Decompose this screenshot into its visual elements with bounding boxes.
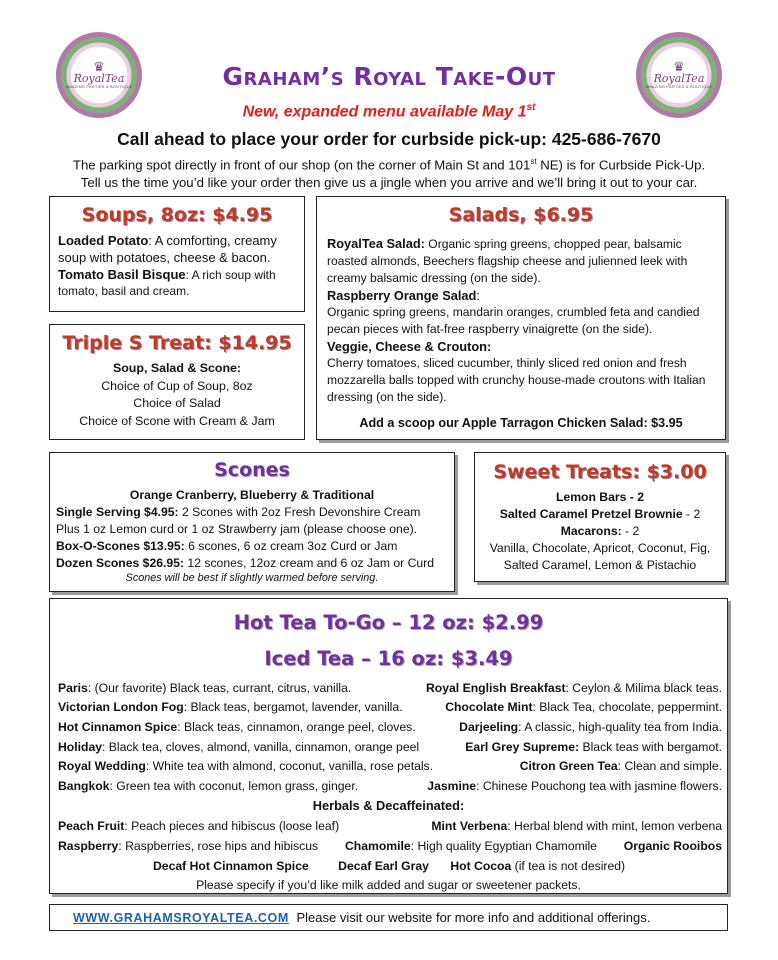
tea-item: Earl Grey Supreme: Black teas with bergamot. — [465, 740, 722, 754]
salad-item: Veggie, Cheese & Crouton: — [327, 339, 492, 354]
soups-box — [49, 196, 305, 312]
logo-text: RoyalTea — [653, 72, 705, 85]
tea-item: Royal Wedding: White tea with almond, coconut, vanilla, rose petals. — [58, 759, 434, 773]
sweet-item: Salted Caramel Pretzel Brownie - 2 — [499, 507, 701, 521]
tea-note: Please specify if you’d like milk added and sugar or sweetener packets. — [196, 878, 581, 892]
footer-text: Please visit our website for more info and additional offerings. — [296, 910, 651, 925]
parking-info: The parking spot directly in front of our shop (on the corner of Main St and 101st NE) is for Curbside Pick-Up. Tell us the time you’d like your order then give us a jingle when you arrive and we’ll bring it out to your car. — [72, 157, 706, 191]
sweet-item: Lemon Bars - 2 — [555, 490, 645, 504]
tea-item: Holiday: Black tea, cloves, almond, vanilla, cinnamon, orange peel — [58, 740, 420, 754]
triple-s-line: Soup, Salad & Scone: — [112, 361, 242, 375]
salad-addon: Add a scoop our Apple Tarragon Chicken Salad: $3.95 — [359, 416, 683, 430]
decaf-row: Decaf Hot Cinnamon Spice Decaf Earl Gray Hot Cocoa (if tea is not desired) — [153, 859, 626, 873]
macaron-flavors: Salted Caramel, Lemon & Pistachio — [503, 558, 697, 572]
tea-item: Paris: (Our favorite) Black teas, currant, citrus, vanilla. — [58, 681, 352, 695]
sweet-item: Macarons: - 2 — [560, 524, 640, 538]
tea-item: Bangkok: Green tea with coconut, lemon grass, ginger. — [58, 779, 359, 793]
scone-note: Scones will be best if slightly warmed before serving. — [125, 572, 379, 584]
salads-box — [316, 196, 726, 440]
tea-item: Peach Fruit: Peach pieces and hibiscus (loose leaf) — [58, 819, 340, 833]
soup-item: Loaded Potato: A comforting, creamy soup with potatoes, cheese & bacon. — [58, 233, 277, 265]
footer-box — [49, 904, 728, 931]
scone-option: Dozen Scones $26.95: 12 scones, 12oz cream and 6 oz Jam or Curd — [56, 556, 434, 570]
scone-option-detail: Plus 1 oz Lemon curd or 1 oz Strawberry jam (please choose one). — [56, 522, 418, 536]
tea-item: Darjeeling: A classic, high-quality tea from India. — [459, 720, 722, 734]
tea-row — [58, 740, 722, 754]
herbals-title: Herbals & Decaffeinated: — [312, 798, 465, 813]
salads-title: Salads, $6.95 — [448, 204, 594, 226]
scone-option: Single Serving $4.95: 2 Scones with 2oz Fresh Devonshire Cream — [56, 505, 421, 519]
tea-item: Hot Cinnamon Spice: Black teas, cinnamon, orange peel, cloves. — [58, 720, 416, 734]
scone-flavors: Orange Cranberry, Blueberry & Traditional — [129, 488, 375, 502]
tea-row — [58, 759, 722, 773]
logo-subtext: AMAZING PARTIES & BOUTIQUE — [65, 84, 133, 89]
triple-s-line: Choice of Salad — [133, 396, 221, 410]
tea-item: Victorian London Fog: Black teas, bergamot, lavender, vanilla. — [58, 700, 403, 714]
triple-s-line: Choice of Cup of Soup, 8oz — [101, 378, 253, 393]
triple-s-line: Choice of Scone with Cream & Jam — [79, 413, 275, 428]
tea-row — [58, 700, 722, 714]
scone-option: Box-O-Scones $13.95: 6 scones, 6 oz cream 3oz Curd or Jam — [56, 539, 398, 553]
menu-subtitle: New, expanded menu available May 1st — [242, 102, 536, 121]
herbal-row — [58, 819, 722, 833]
tea-item: Decaf Hot Cinnamon Spice — [153, 859, 309, 873]
triple-s-box — [49, 324, 305, 440]
triple-s-title: Triple S Treat: $14.95 — [62, 332, 292, 354]
tea-item: Organic Rooibos — [623, 839, 722, 853]
macaron-flavors: Vanilla, Chocolate, Apricot, Coconut, Fig, — [489, 541, 711, 555]
crown-icon: ♛ — [93, 59, 105, 74]
tea-item: Mint Verbena: Herbal blend with mint, lemon verbena — [431, 819, 722, 833]
logo-subtext: AMAZING PARTIES & BOUTIQUE — [645, 84, 713, 89]
page-title: Graham’s Royal Take-Out — [222, 62, 556, 91]
tea-row — [58, 779, 722, 793]
scones-box — [49, 452, 455, 592]
tea-item: Chocolate Mint: Black Tea, chocolate, peppermint. — [445, 700, 722, 714]
call-ahead-line: Call ahead to place your order for curbside pick-up: 425-686-7670 — [117, 129, 661, 149]
salad-item: RoyalTea Salad: Organic spring greens, chopped pear, balsamic roasted almonds, Beechers flagship cheese and julienned leek with creamy balsamic dressing (on the side). — [327, 236, 688, 285]
soup-item: Tomato Basil Bisque: A rich soup with tomato, basil and cream. — [58, 267, 276, 298]
salad-desc: Cherry tomatoes, sliced cucumber, thinly sliced red onion and fresh mozzarella balls topped with crunchy house-made croutons with Italian dressing (on the side). — [327, 356, 706, 404]
tea-item: Chamomile: High quality Egyptian Chamomile — [344, 839, 597, 853]
tea-item: Royal English Breakfast: Ceylon & Milima black teas. — [426, 681, 722, 695]
iced-tea-title: Iced Tea – 16 oz: $3.49 — [264, 647, 513, 670]
scones-title: Scones — [214, 459, 290, 481]
sweet-treats-box — [474, 452, 726, 582]
tea-item: Decaf Earl Gray — [338, 859, 429, 873]
tea-item: Citron Green Tea: Clean and simple. — [519, 759, 722, 773]
salad-item: Raspberry Orange Salad: — [327, 288, 480, 303]
tea-item: Hot Cocoa — [450, 859, 512, 873]
tea-item: Raspberry: Raspberries, rose hips and hibiscus — [58, 839, 319, 853]
herbal-row — [58, 839, 722, 853]
hot-tea-title: Hot Tea To-Go – 12 oz: $2.99 — [233, 611, 544, 634]
crown-icon: ♛ — [673, 59, 685, 74]
soups-title: Soups, 8oz: $4.95 — [81, 204, 273, 226]
logo-text: RoyalTea — [73, 72, 125, 85]
website-link[interactable]: WWW.GRAHAMSROYALTEA.COM — [73, 911, 289, 925]
salad-desc: Organic spring greens, mandarin oranges, crumbled feta and candied pecan pieces with fat-free raspberry vinaigrette (on the side). — [327, 305, 700, 336]
sweet-treats-title: Sweet Treats: $3.00 — [493, 461, 707, 483]
tea-item: Jasmine: Chinese Pouchong tea with jasmine flowers. — [427, 779, 722, 793]
tea-row — [58, 681, 722, 695]
tea-row — [58, 720, 722, 734]
